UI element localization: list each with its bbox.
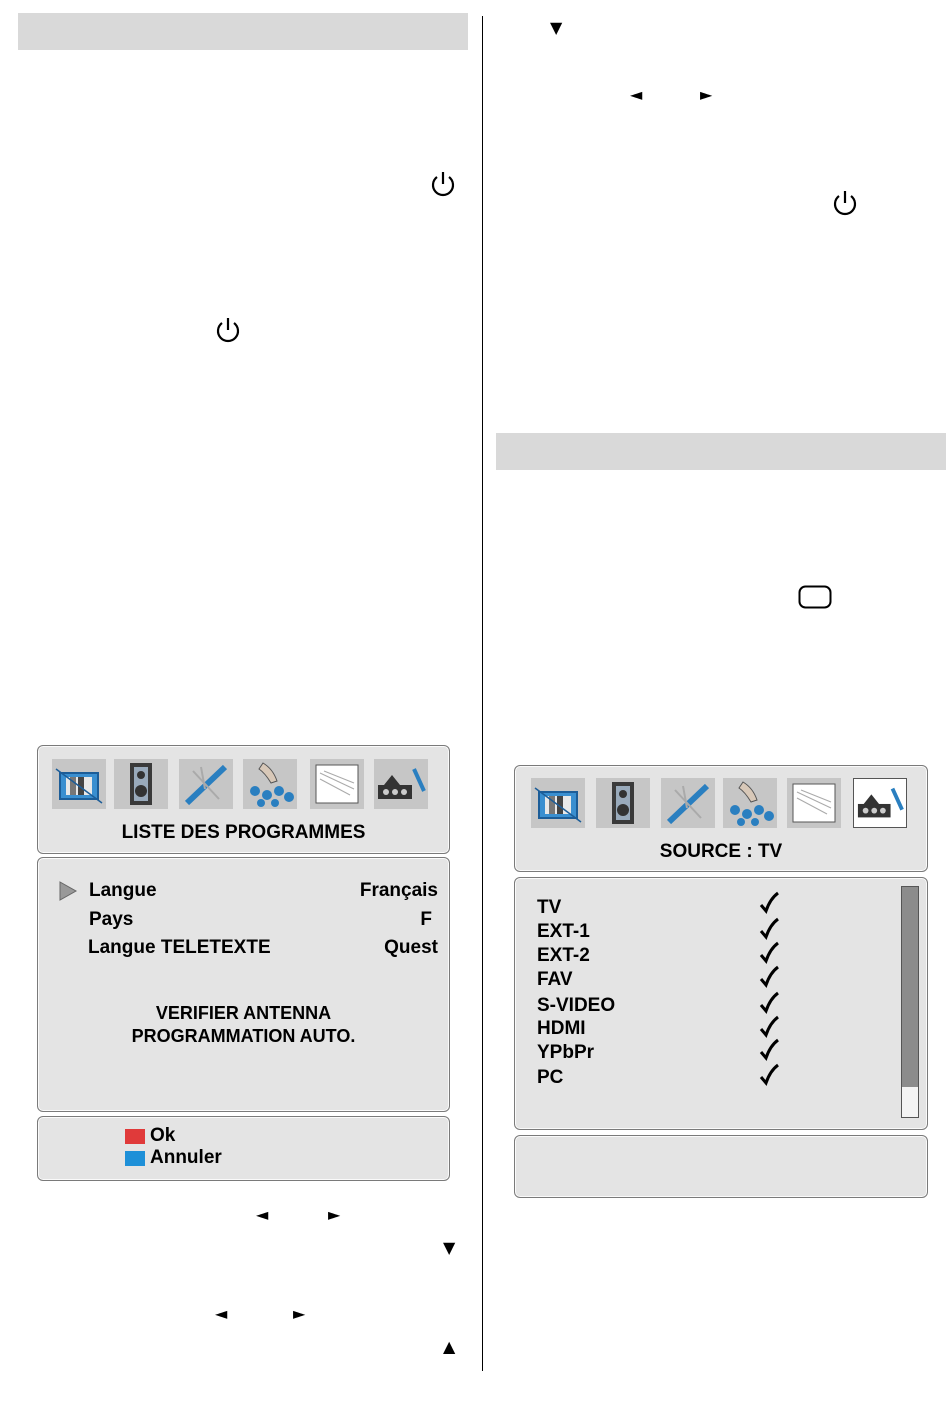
source-footer-panel [514, 1135, 928, 1198]
program-list-icon[interactable] [787, 778, 841, 828]
menu-row-label[interactable]: Pays [89, 909, 134, 930]
checkmark-icon [758, 891, 780, 915]
source-icon[interactable] [374, 759, 428, 809]
source-scrollbar[interactable] [901, 886, 919, 1118]
power-icon [213, 315, 243, 345]
menu-header-panel [37, 745, 450, 854]
up-arrow-icon: ▲ [443, 1337, 456, 1356]
source-icon[interactable] [853, 778, 907, 828]
left-arrow-icon: ◄ [256, 1205, 269, 1224]
checkmark-icon [758, 1063, 780, 1087]
checkmark-icon [758, 941, 780, 965]
sound-icon[interactable] [596, 778, 650, 828]
checkmark-icon [758, 965, 780, 989]
install-icon[interactable] [723, 778, 777, 828]
source-item[interactable]: FAV [537, 969, 573, 990]
checkmark-icon [758, 917, 780, 941]
menu-title: LISTE DES PROGRAMMES [121, 822, 366, 843]
right-arrow-icon: ► [700, 85, 713, 104]
menu-row-label[interactable]: Langue [89, 880, 157, 901]
source-item[interactable]: HDMI [537, 1018, 586, 1039]
down-arrow-icon: ▼ [550, 18, 563, 37]
column-divider [482, 16, 483, 1371]
source-header-panel [514, 765, 928, 872]
source-item[interactable]: EXT-1 [537, 921, 590, 942]
ok-button-label[interactable]: Ok [150, 1125, 176, 1146]
menu-footer-panel [37, 1116, 450, 1181]
red-button-swatch [125, 1129, 145, 1144]
power-icon [830, 188, 860, 218]
antenna-check-message: VERIFIER ANTENNA [155, 1003, 332, 1023]
sound-icon[interactable] [114, 759, 168, 809]
blue-button-swatch [125, 1151, 145, 1166]
source-item[interactable]: PC [537, 1067, 564, 1088]
source-item[interactable]: S-VIDEO [537, 995, 616, 1016]
menu-body-panel [37, 857, 450, 1112]
feature-icon[interactable] [179, 759, 233, 809]
auto-program-message: PROGRAMMATION AUTO. [131, 1026, 356, 1046]
picture-icon[interactable] [52, 759, 106, 809]
source-list-panel [514, 877, 928, 1130]
selection-pointer-icon [58, 880, 78, 902]
menu-row-value[interactable]: F [420, 909, 432, 930]
down-arrow-icon: ▼ [443, 1238, 456, 1257]
source-item[interactable]: TV [537, 897, 562, 918]
menu-row-label[interactable]: Langue TELETEXTE [88, 937, 271, 958]
checkmark-icon [758, 1015, 780, 1039]
source-item[interactable]: EXT-2 [537, 945, 590, 966]
picture-icon[interactable] [531, 778, 585, 828]
feature-icon[interactable] [661, 778, 715, 828]
left-arrow-icon: ◄ [630, 85, 643, 104]
menu-row-value[interactable]: Français [359, 880, 438, 901]
section-header-bar-left [18, 13, 468, 50]
right-arrow-icon: ► [328, 1205, 341, 1224]
source-menu-title: SOURCE : TV [659, 841, 783, 862]
cancel-button-label[interactable]: Annuler [150, 1147, 222, 1168]
checkmark-icon [758, 1038, 780, 1062]
scrollbar-thumb[interactable] [902, 887, 918, 1087]
left-arrow-icon: ◄ [215, 1304, 228, 1323]
right-arrow-icon: ► [293, 1304, 306, 1323]
power-icon [428, 169, 458, 199]
checkmark-icon [758, 991, 780, 1015]
source-item[interactable]: YPbPr [537, 1042, 595, 1063]
program-list-icon[interactable] [310, 759, 364, 809]
source-button-icon [798, 585, 832, 609]
install-icon[interactable] [243, 759, 297, 809]
menu-row-value[interactable]: Quest [384, 937, 438, 958]
section-header-bar-right [496, 433, 946, 470]
